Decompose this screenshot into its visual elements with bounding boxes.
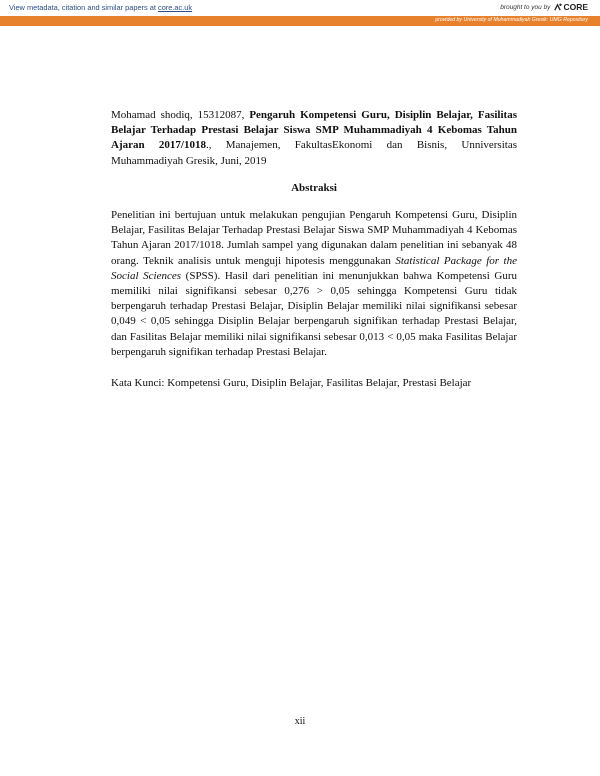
core-site-link[interactable]: core.ac.uk xyxy=(158,3,193,12)
abstract-body xyxy=(111,208,517,360)
core-attribution[interactable] xyxy=(500,2,588,12)
abstract-text-part1: Penelitian ini bertujuan untuk melakukan pengujian Pengaruh Kompetensi Guru, Disiplin Belajar, Fasilitas Belajar Terhadap Prestasi Belajar Siswa SMP Muhammadiyah 4 Kebomas Tahun Ajaran 2017/1018. Jumlah sampel yang digunakan dalam penelitian ini sebanyak 48 orang. Teknik analisis untuk menguji hipotesis menggunakan xyxy=(111,209,517,267)
citation-title: Pengaruh Kompetensi Guru, Disiplin Belajar, Fasilitas Belajar Terhadap Prestasi Belajar Siswa SMP Muhammadiyah 4 Kebomas Tahun Ajaran 2017/1018 xyxy=(111,109,517,152)
page-content xyxy=(111,108,517,391)
keywords: Kata Kunci: Kompetensi Guru, Disiplin Belajar, Fasilitas Belajar, Prestasi Belajar xyxy=(111,377,472,390)
core-metadata-link[interactable] xyxy=(9,3,192,12)
brought-by-text: brought to you by xyxy=(500,3,551,11)
citation-details: ., Manajemen, FakultasEkonomi dan Bisnis, Unniversitas Muhammadiyah Gresik, Juni, 2019 xyxy=(111,139,517,167)
core-provider-bar xyxy=(0,16,600,26)
citation-author: Mohamad shodiq, 15312087, xyxy=(111,109,250,121)
citation xyxy=(111,108,517,169)
core-logo[interactable] xyxy=(553,2,588,12)
page-number: xii xyxy=(294,716,306,727)
core-link-prefix: View metadata, citation and similar papers at xyxy=(9,3,158,12)
core-banner xyxy=(0,0,600,16)
abstract-heading: Abstraksi xyxy=(291,181,337,194)
provided-by-text: provided by University of Muhammadiyah Gresik: UMG Repository xyxy=(435,17,588,23)
abstract-text-part2: (SPSS). Hasil dari penelitian ini menunjukkan bahwa Kompetensi Guru memiliki nilai signifikansi sebesar 0,276 > 0,05 sehingga Kompetensi Guru tidak berpengaruh terhadap Prestasi Belajar, Disiplin Belajar memiliki nilai signifikansi sebesar 0,049 < 0,05 sehingga Disiplin Belajar berpengaruh signifikan terhadap Prestasi Belajar, dan Fasilitas Belajar memiliki nilai signifikansi sebesar 0,013 < 0,05 maka Fasilitas Belajar berpengaruh signifikan terhadap Prestasi Belajar. xyxy=(111,269,517,358)
core-logo-icon xyxy=(553,3,562,12)
core-brand-text: CORE xyxy=(563,2,588,12)
abstract-italic-term: Statistical Package for the Social Sciences xyxy=(111,254,517,282)
